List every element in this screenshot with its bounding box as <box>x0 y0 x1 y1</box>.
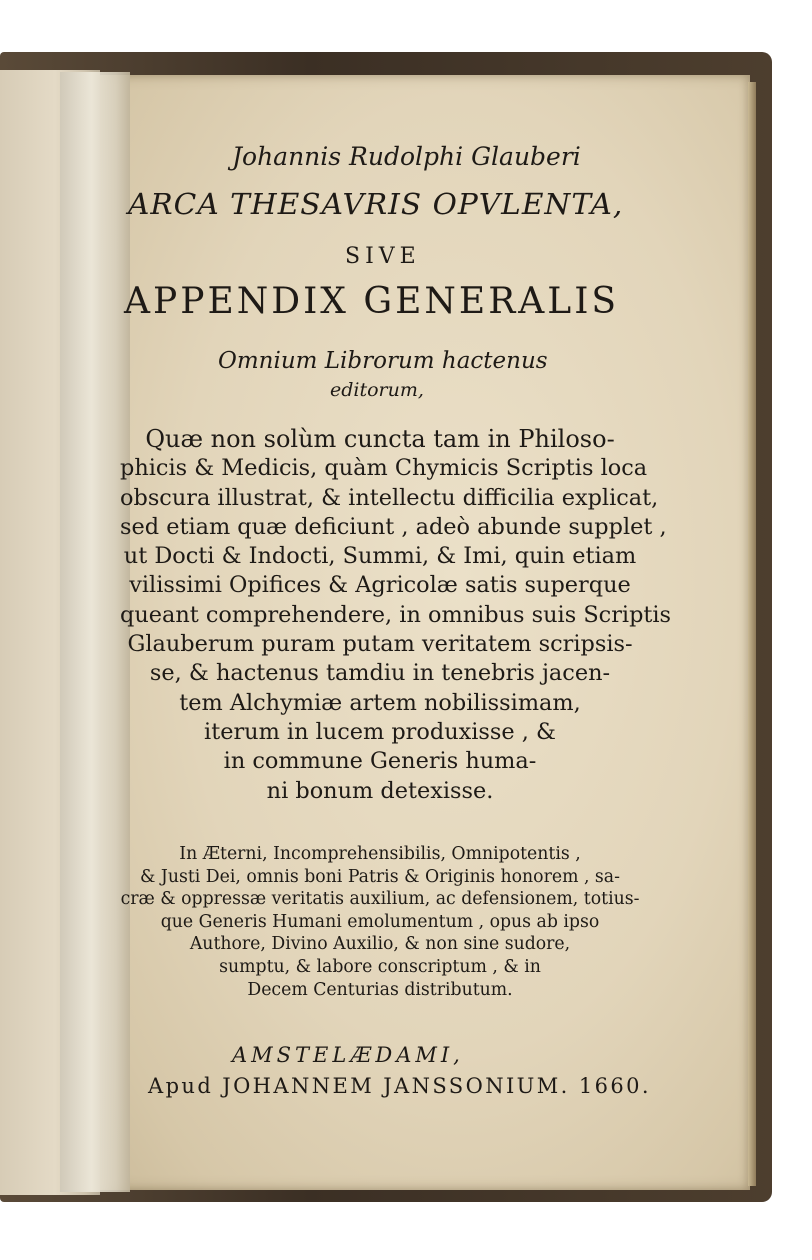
description-line: Quæ non solùm cuncta tam in Philoso- <box>145 425 615 453</box>
subtitle-line-2: editorum, <box>330 379 424 401</box>
dedication-line: Decem Centurias distributum. <box>247 979 513 1000</box>
description-line: se, & hactenus tamdiu in tenebris jacen- <box>149 660 611 687</box>
description-line: iterum in lucem produxisse , & <box>204 718 556 745</box>
description-line: phicis & Medicis, quàm Chymicis Scriptis loca <box>120 455 648 482</box>
description-line: ut Docti & Indocti, Summi, & Imi, quin etiam <box>123 543 637 570</box>
description-line: obscura illustrat, & intellectu difficilia explicat, <box>120 484 659 511</box>
dedication-block <box>120 843 640 1001</box>
dedication-line: In Æterni, Incomprehensibilis, Omnipotentis , <box>179 844 581 864</box>
title-line-1: ARCA THESAVRIS OPVLENTA, <box>128 187 624 221</box>
page-edge <box>748 82 756 1186</box>
author-line: Johannis Rudolphi Glauberi <box>232 142 581 171</box>
description-line: in commune Generis huma- <box>223 748 537 775</box>
description-line: ni bonum detexisse. <box>266 777 494 804</box>
dedication-line: cræ & oppressæ veritatis auxilium, ac defensionem, totius- <box>120 889 640 910</box>
dedication-line: Authore, Divino Auxilio, & non sine sudore, <box>189 934 571 955</box>
dedication-line: & Justi Dei, omnis boni Patris & Originis honorem , sa- <box>140 866 620 887</box>
description-line: vilissimi Opifices & Agricolæ satis superque <box>129 572 631 599</box>
subtitle-line-1: Omnium Librorum hactenus <box>218 348 548 374</box>
description-line: tem Alchymiæ artem nobilissimam, <box>179 689 581 716</box>
description-line: queant comprehendere, in omnibus suis Scriptis <box>120 601 672 628</box>
imprint-place: AMSTELÆDAMI, <box>232 1043 464 1067</box>
dedication-line: sumptu, & labore conscriptum , & in <box>219 956 541 977</box>
description-block <box>120 425 672 806</box>
sive-line: SIVE <box>345 244 421 269</box>
dedication-line: que Generis Humani emolumentum , opus ab ipso <box>160 911 600 932</box>
description-line: sed etiam quæ deficiunt , adeò abunde supplet , <box>120 513 667 540</box>
imprint-printer: Apud JOHANNEM JANSSONIUM. 1660. <box>148 1074 651 1098</box>
title-line-2: APPENDIX GENERALIS <box>124 281 620 322</box>
description-line: Glauberum puram putam veritatem scripsis- <box>127 631 633 658</box>
